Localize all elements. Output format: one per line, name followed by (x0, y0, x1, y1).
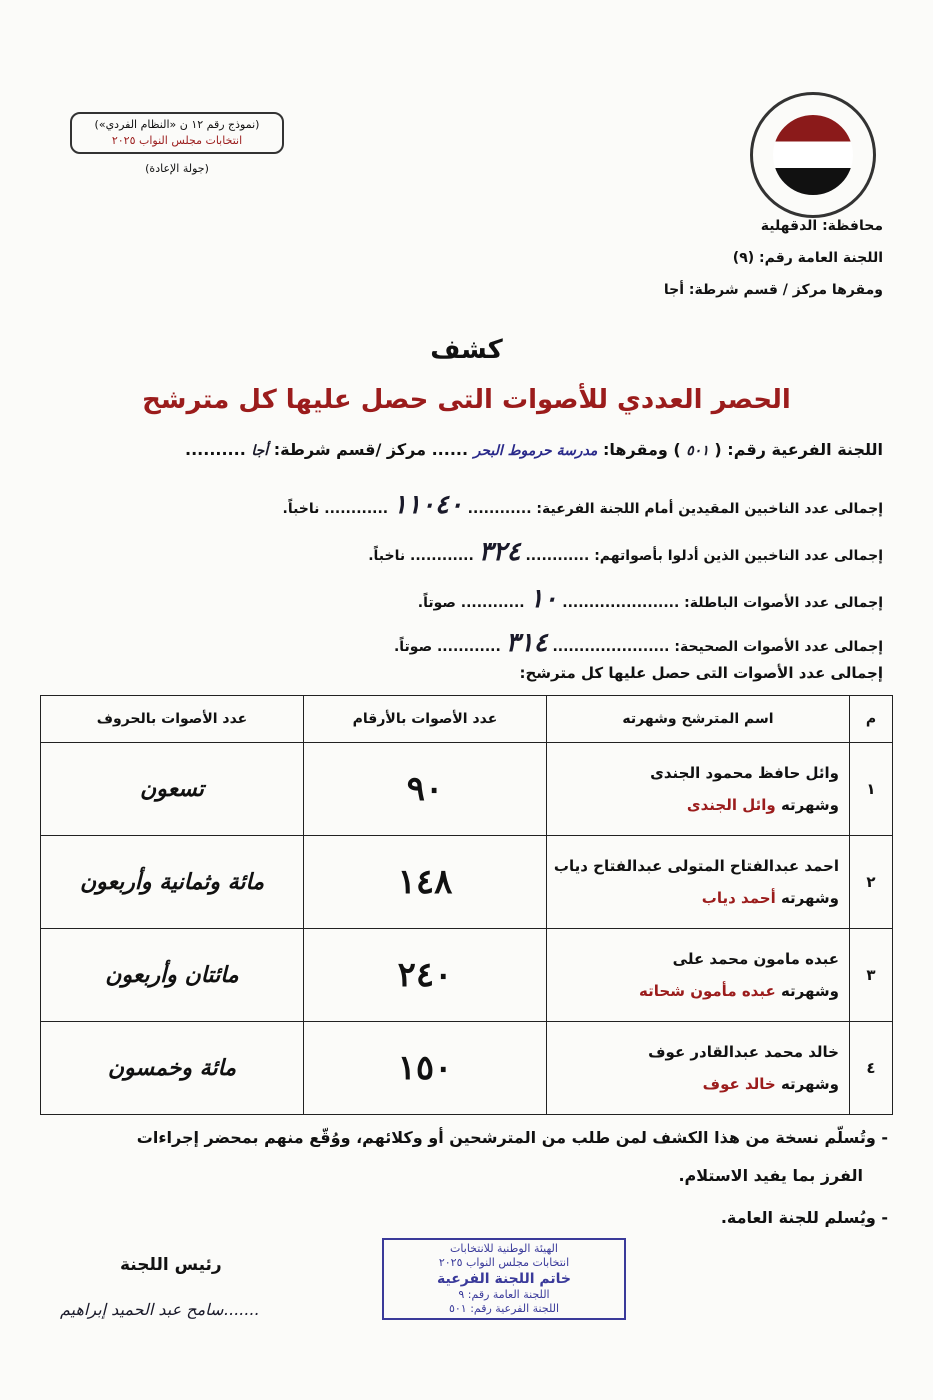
candidate-nickname: وائل الجندى (686, 796, 776, 814)
candidate-cell (547, 929, 850, 1022)
election-name: انتخابات مجلس النواب ٢٠٢٥ (111, 134, 243, 147)
form-number: (نموذج رقم ١٢ ن «النظام الفردي») (94, 118, 260, 131)
candidate-cell (547, 836, 850, 929)
nick-label: وشهرته (780, 982, 839, 1000)
table-row (41, 929, 893, 1022)
total-row: إجمالى عدد الأصوات الباطلة: ...................... ١٠ ............ صوتاً. (417, 584, 883, 614)
candidates-heading: إجمالى عدد الأصوات التى حصل عليها كل مترشح: (519, 664, 883, 682)
votes-digits: ٩٠ (304, 743, 547, 836)
candidate-name: عبده مامون محمد على (672, 950, 839, 968)
row-index: ٢ (850, 836, 893, 929)
total-unit: ناخباً. (368, 548, 406, 564)
national-election-authority-logo (750, 92, 876, 218)
note-line: - ويُسلم للجنة العامة. (720, 1208, 888, 1227)
votes-words: مائتان وأربعون (41, 929, 304, 1022)
row-index: ٣ (850, 929, 893, 1022)
votes-words: مائة وثمانية وأربعون (41, 836, 304, 929)
candidate-cell (547, 743, 850, 836)
stamp-line: انتخابات مجلس النواب ٢٠٢٥ (438, 1256, 570, 1269)
candidate-nickname: أحمد دياب (701, 889, 776, 907)
total-value: ١١٠٤٠ (392, 490, 463, 520)
votes-words: تسعون (41, 743, 304, 836)
seat-label: ) ومقرها: (603, 440, 681, 459)
header-name: اسم المترشح وشهرته (547, 696, 850, 743)
total-label: إجمالى عدد الأصوات الباطلة: (684, 595, 883, 611)
stamp-line: اللجنة الفرعية رقم: ٥٠١ (448, 1302, 559, 1315)
row-index: ٤ (850, 1022, 893, 1115)
header-words: عدد الأصوات بالحروف (41, 696, 304, 743)
total-label: إجمالى عدد الأصوات الصحيحة: (674, 639, 883, 655)
table-row (41, 1022, 893, 1115)
chair-label: رئيس اللجنة (120, 1255, 222, 1275)
governorate: محافظة: الدقهلية (760, 218, 883, 234)
total-row: إجمالى عدد الناخبين المقيدين أمام اللجنة الفرعية: ............ ١١٠٤٠ ............ ناخباً. (282, 490, 883, 520)
table-header (41, 696, 893, 743)
sub-committee-line: اللجنة الفرعية رقم: ( ٥٠١ ) ومقرها: مدرسة حرموط البحر ...... مركز /قسم شرطة: أجا .......... (185, 440, 883, 459)
votes-words: مائة وخمسون (41, 1022, 304, 1115)
votes-digits: ١٥٠ (304, 1022, 547, 1115)
total-label: إجمالى عدد الناخبين الذين أدلوا بأصواتهم: (594, 548, 883, 564)
note-line: - وتُسلّم نسخة من هذا الكشف لمن طلب من المترشحين أو وكلائهم، ووُقّع منهم بمحضر إجراءات (136, 1128, 888, 1147)
candidate-cell (547, 1022, 850, 1115)
votes-digits: ٢٤٠ (304, 929, 547, 1022)
document-subtitle: الحصر العددي للأصوات التى حصل عليها كل مترشح (142, 385, 791, 415)
nick-label: وشهرته (780, 796, 839, 814)
total-unit: ناخباً. (282, 501, 320, 517)
header-index: م (850, 696, 893, 743)
note-line: الفرز بما يفيد الاستلام. (678, 1166, 863, 1185)
general-committee: اللجنة العامة رقم: (٩) (732, 250, 883, 266)
table-row (41, 743, 893, 836)
stamp-line: الهيئة الوطنية للانتخابات (450, 1242, 558, 1255)
total-value: ١٠ (529, 584, 558, 614)
chair-signature: .......سامح عبد الحميد إبراهيم (60, 1300, 260, 1319)
stamp-line: اللجنة العامة رقم: ٩ (458, 1288, 550, 1301)
row-index: ١ (850, 743, 893, 836)
total-value: ٣٢٤ (478, 537, 521, 567)
header-digits: عدد الأصوات بالأرقام (304, 696, 547, 743)
stamp-line: خاتم اللجنة الفرعية (436, 1271, 571, 1287)
total-unit: صوتاً. (393, 639, 433, 655)
candidate-nickname: خالد عوف (702, 1075, 776, 1093)
sub-committee-stamp (382, 1238, 626, 1320)
candidate-nickname: عبده مأمون شحاته (639, 982, 776, 1000)
total-row: إجمالى عدد الأصوات الصحيحة: ...................... ٣١٤ ............ صوتاً. (393, 628, 883, 658)
total-row: إجمالى عدد الناخبين الذين أدلوا بأصواتهم: ............ ٣٢٤ ............ ناخباً. (368, 537, 883, 567)
sub-committee-label: اللجنة الفرعية رقم: ( (714, 440, 883, 459)
candidate-name: احمد عبدالفتاح المتولى عبدالفتاح دياب (553, 857, 839, 875)
round-label: (جولة الإعادة) (145, 162, 209, 175)
candidate-name: وائل حافظ محمود الجندى (650, 764, 839, 782)
total-unit: صوتاً. (417, 595, 456, 611)
police-label: مركز /قسم شرطة: (273, 440, 427, 459)
seat-value: مدرسة حرموط البحر (473, 443, 598, 459)
eagle-emblem-icon (773, 115, 853, 195)
candidates-table (40, 695, 893, 1115)
votes-digits: ١٤٨ (304, 836, 547, 929)
form-label-box (70, 112, 284, 154)
total-value: ٣١٤ (505, 628, 548, 658)
document-title: كشف (430, 335, 503, 365)
nick-label: وشهرته (780, 1075, 839, 1093)
committee-seat: ومقرها مركز / قسم شرطة: أجا (663, 282, 883, 298)
nick-label: وشهرته (780, 889, 839, 907)
candidate-name: خالد محمد عبدالقادر عوف (648, 1043, 839, 1061)
total-label: إجمالى عدد الناخبين المقيدين أمام اللجنة الفرعية: (536, 501, 883, 517)
police-value: أجا (251, 443, 269, 459)
table-row (41, 836, 893, 929)
sub-committee-number: ٥٠١ (686, 443, 709, 459)
signature-text: سامح عبد الحميد إبراهيم (60, 1300, 224, 1319)
